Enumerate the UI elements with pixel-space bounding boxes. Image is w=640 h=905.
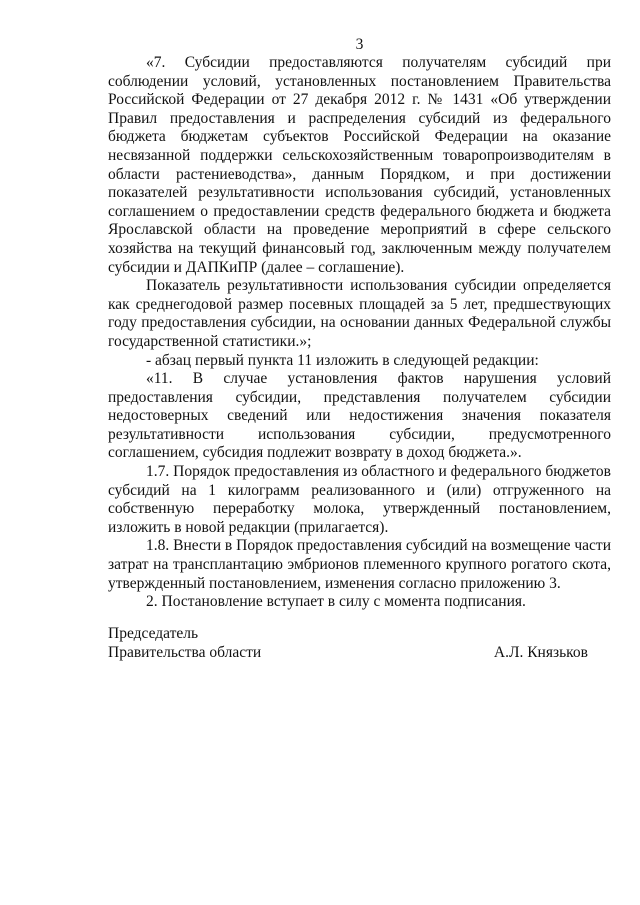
paragraph-item-11: «11. В случае установления фактов нарушения условий предоставления субсидии, представления получателем субсидии недостоверных сведений или недостижения значения показателя результативности использования субсидии, предусмотренного соглашением, субсидия подлежит возврату в доход бюджета.». (108, 370, 611, 462)
document-page (108, 36, 611, 612)
paragraph-2: 2. Постановление вступает в силу с момента подписания. (146, 593, 526, 611)
paragraph-item-7: «7. Субсидии предоставляются получателям субсидий при соблюдении условий, установленных постановлением Правительства Российской Федерации от 27 декабря 2012 г. № 1431 «Об утверждении Правил предоставления и распределения субсидий из федерального бюджета бюджетам субъектов Российской Федерации на оказание несвязанной поддержки сельскохозяйственным товаропроизводителям в области растениеводства», данным Порядком, и при достижении показателей результативности использования субсидий, установленных соглашением о предоставлении средств федерального бюджета и бюджета Ярославской области на проведение мероприятий в сфере сельского хозяйства на текущий финансовый год, заключенным между получателем субсидии и ДАПКиПР (далее – соглашение). (108, 54, 611, 276)
signatory-name: А.Л. Князьков (493, 644, 588, 661)
signatory-title-line2: Правительства области (108, 644, 262, 661)
signature-line (108, 643, 588, 662)
paragraph-performance-indicator: Показатель результативности использования субсидии определяется как среднегодовой размер посевных площадей за 5 лет, предшествующих году предоставления субсидии, на основании данных Федеральной службы государственной статистики.»; (108, 277, 611, 350)
page-number: 3 (355, 36, 364, 53)
paragraph-amend-item-11: - абзац первый пункта 11 изложить в следующей редакции: (146, 351, 539, 369)
signature-block (108, 624, 588, 662)
paragraph-1-8: 1.8. Внести в Порядок предоставления субсидий на возмещение части затрат на трансплантацию эмбрионов племенного крупного рогатого скота, утвержденный постановлением, изменения согласно приложению 3. (108, 537, 611, 592)
paragraph-1-7: 1.7. Порядок предоставления из областного и федерального бюджетов субсидий на 1 килограмм реализованного и (или) отгруженного на собственную переработку молока, утвержденный постановлением, изложить в новой редакции (прилагается). (108, 463, 611, 536)
signatory-title-line1: Председатель (108, 625, 199, 642)
